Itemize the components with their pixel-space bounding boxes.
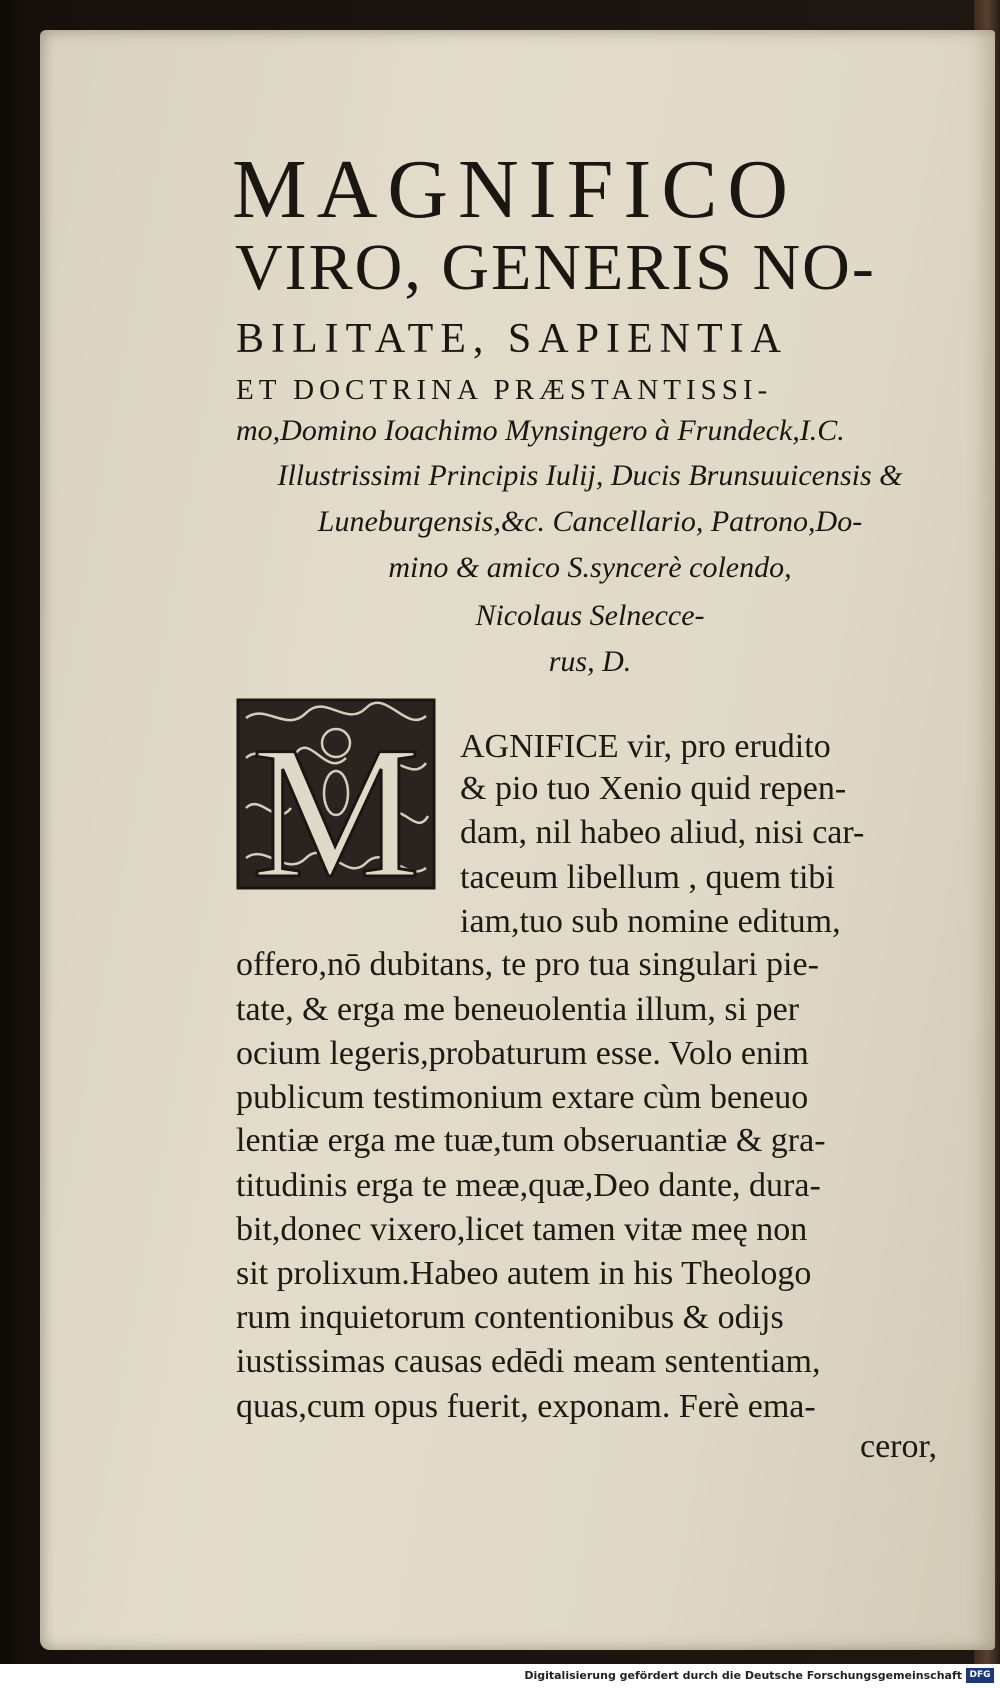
- text-line: lentiæ erga me tuæ,tum obseruantiæ & gra-: [236, 1122, 826, 1159]
- text-line: dam, nil habeo aliud, nisi car-: [460, 814, 865, 851]
- dedication-line-3: Luneburgensis,&c. Cancellario, Patrono,Do-: [317, 505, 863, 538]
- dedication-line-1: mo,Domino Ioachimo Mynsingero à Frundeck,I.C.: [236, 414, 845, 447]
- decorated-initial-m: [236, 698, 436, 890]
- text-line: rum inquietorum contentionibus & odijs: [236, 1299, 784, 1336]
- text-line: AGNIFICE vir, pro erudito: [460, 728, 831, 765]
- text-line: tate, & erga me beneuolentia illum, si per: [236, 991, 800, 1028]
- funding-credit: Digitalisierung gefördert durch die Deutsche Forschungsgemeinschaft: [524, 1669, 962, 1682]
- text-line: taceum libellum , quem tibi: [460, 859, 835, 896]
- dedication-line-4: mino & amico S.syncerè colendo,: [388, 551, 792, 584]
- text-line: offero,nō dubitans, te pro tua singulari pie-: [236, 946, 819, 983]
- book-page: [40, 30, 995, 1650]
- text-line: iustissimas causas edēdi meam sententiam,: [236, 1343, 821, 1380]
- text-line: iam,tuo sub nomine editum,: [460, 903, 841, 940]
- text-line: & pio tuo Xenio quid repen-: [460, 770, 847, 807]
- footer-bar: [0, 1664, 1000, 1688]
- text-line: ocium legeris,probaturum esse. Volo enim: [236, 1035, 809, 1072]
- dfg-logo-icon: DFG: [966, 1668, 994, 1683]
- text-line: publicum testimonium extare cùm beneuo: [236, 1079, 809, 1116]
- initial-letter: M: [251, 708, 421, 890]
- dedication-author: Nicolaus Selnecce-: [475, 599, 705, 632]
- text-line: sit prolixum.Habeo autem in his Theologo: [236, 1255, 812, 1292]
- text-line: bit,donec vixero,licet tamen vitæ meę non: [236, 1211, 808, 1248]
- catchword: ceror,: [860, 1428, 937, 1465]
- text-line: quas,cum opus fuerit, exponam. Ferè ema-: [236, 1388, 816, 1425]
- title-line-4: ET DOCTRINA PRÆSTANTISSI-: [236, 374, 773, 406]
- title-line-1: MAGNIFICO: [232, 143, 799, 236]
- dedication-line-2: Illustrissimi Principis Iulij, Ducis Brunsuuicensis &: [277, 459, 903, 492]
- text-line: titudinis erga te meæ,quæ,Deo dante, dura-: [236, 1167, 821, 1204]
- title-line-2: VIRO, GENERIS NO-: [235, 231, 876, 304]
- title-line-3: BILITATE, SAPIENTIA: [236, 316, 788, 362]
- dedication-author-end: rus, D.: [548, 645, 632, 678]
